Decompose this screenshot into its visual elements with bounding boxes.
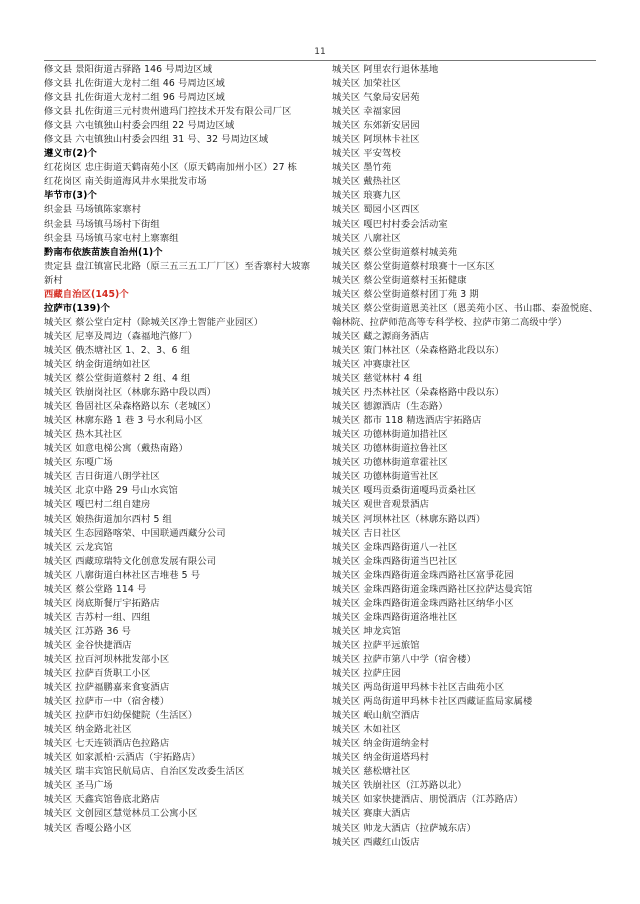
list-item: 城关区 蔡公堂街道恩美社区（恩美苑小区、书山郡、泰盈悦庭、翰林院、拉萨师范高等专科学校、拉萨市第二高级中学）: [332, 302, 599, 328]
list-item: 城关区 纳金街道纳如社区: [44, 358, 151, 370]
list-item: 贵定县 盘江镇富民北路（原三五三五工厂厂区）至香寨村大坡寨新村: [44, 260, 311, 286]
list-item: 城关区 金珠西路街道金珠西路社区纳华小区: [332, 597, 514, 609]
list-item: 城关区 冲赛康社区: [332, 358, 411, 370]
list-item: 红花岗区 忠庄街道天鹤南苑小区（原天鹤南加州小区）27 栋: [44, 162, 298, 174]
list-item: 城关区 生态园路喀荣、中国联通西藏分公司: [44, 527, 226, 539]
list-item: 城关区 东郊新安居园: [332, 120, 420, 132]
list-item: 城关区 蔡公堂街道蔡村玉拓健康: [332, 274, 467, 286]
list-item: 城关区 木如社区: [332, 724, 401, 736]
list-item: 城关区 如家快捷酒店、朋悦酒店（江苏路店）: [332, 794, 523, 806]
list-item: 修文县 扎佐街道大龙村二组 96 号周边区域: [44, 92, 225, 104]
list-item: 城关区 拉萨庄园: [332, 668, 401, 680]
list-item: 城关区 嘎玛贡桑街道嘎玛贡桑社区: [332, 485, 477, 497]
list-item: 城关区 拉萨福鹏嘉来食宴酒店: [44, 682, 170, 694]
list-item: 城关区 金谷快捷酒店: [44, 639, 132, 651]
list-item: 城关区 俄杰塘社区 1、2、3、6 组: [44, 344, 190, 356]
list-item: 织金县 马场镇陈家寨村: [44, 204, 142, 216]
list-item: 城关区 慈松塘社区: [332, 766, 411, 778]
list-item: 城关区 蜀园小区西区: [332, 204, 420, 216]
list-item: 城关区 香嘎公路小区: [44, 822, 132, 834]
list-item: 城关区 娘热街道加尔西村 5 组: [44, 513, 172, 525]
list-item: 城关区 吉苏村一组、四组: [44, 611, 151, 623]
list-item: 城关区 加荣社区: [332, 78, 401, 90]
section-heading: 西藏自治区(145)个: [44, 288, 129, 300]
section-heading: 黔南布依族苗族自治州(1)个: [44, 246, 163, 258]
list-item: 城关区 岗底斯餐厅宇拓路店: [44, 597, 160, 609]
list-item: 城关区 西藏琼瑞特文化创意发展有限公司: [44, 555, 217, 567]
list-item: 城关区 平安驾校: [332, 148, 401, 160]
list-item: 城关区 赛康大酒店: [332, 808, 411, 820]
list-item: 城关区 拉萨百货职工小区: [44, 668, 151, 680]
list-item: 城关区 金珠西路街道金珠西路社区拉萨达曼宾馆: [332, 583, 533, 595]
list-item: 城关区 如家派柏·云酒店（宇拓路店）: [44, 752, 201, 764]
list-item: 城关区 金珠西路街道洛堆社区: [332, 611, 458, 623]
list-item: 城关区 云龙宾馆: [44, 541, 113, 553]
list-item: 城关区 幸福家园: [332, 106, 401, 118]
list-item: 城关区 琅赛九区: [332, 190, 401, 202]
list-item: 城关区 两岛街道甲玛林卡社区西藏证监局家属楼: [332, 696, 533, 708]
list-item: 城关区 功德林街道拉鲁社区: [332, 443, 448, 455]
list-item: 城关区 蔡公堂街道蔡村琅赛十一区东区: [332, 260, 495, 272]
list-item: 城关区 德源酒店（生态路）: [332, 401, 448, 413]
list-item: 城关区 金珠西路街道当巴社区: [332, 555, 458, 567]
list-item: 城关区 拉萨市一中（宿舍楼）: [44, 696, 170, 708]
list-item: 修文县 扎佐街道三元村贵州遗玛门控技术开发有限公司厂区: [44, 106, 292, 118]
list-item: 城关区 纳金路北社区: [44, 724, 132, 736]
list-item: 城关区 嘎巴村村委会活动室: [332, 218, 448, 230]
list-item: 城关区 北京中路 29 号山水宾馆: [44, 485, 178, 497]
list-item: 城关区 坤龙宾馆: [332, 625, 401, 637]
list-item: 城关区 拉百河坝林批发部小区: [44, 653, 170, 665]
list-item: 城关区 阿坝林卡社区: [332, 134, 420, 146]
list-item: 城关区 墨竹苑: [332, 162, 392, 174]
list-item: 城关区 林廓东路 1 巷 3 号水利局小区: [44, 415, 203, 427]
list-item: 城关区 如意电梯公寓（戴热南路）: [44, 443, 189, 455]
left-column: [44, 63, 312, 836]
list-item: 修文县 扎佐街道大龙村二组 46 号周边区域: [44, 78, 225, 90]
list-item: 城关区 吉日街道八朗学社区: [44, 471, 160, 483]
list-item: 城关区 两岛街道甲玛林卡社区吉曲苑小区: [332, 682, 505, 694]
list-item: 城关区 都市 118 精选酒店宇拓路店: [332, 415, 482, 427]
list-item: 城关区 江苏路 36 号: [44, 625, 131, 637]
list-item: 城关区 天鑫宾馆鲁底北路店: [44, 794, 160, 806]
list-item: 城关区 纳金街道纳金村: [332, 738, 430, 750]
list-item: 红花岗区 南关街道海风井水果批发市场: [44, 176, 207, 188]
list-item: 城关区 阿里农行退休基地: [332, 64, 439, 75]
list-item: 城关区 嘎巴村二组自建房: [44, 499, 151, 511]
list-item: 城关区 拉萨市妇幼保健院（生活区）: [44, 710, 198, 722]
list-item: 城关区 观世音观景酒店: [332, 499, 430, 511]
list-item: 城关区 铁崩岗社区（林廓东路中段以西）: [44, 387, 217, 399]
list-item: 城关区 藏之源商务酒店: [332, 330, 430, 342]
list-item: 城关区 铁崩社区（江苏路以北）: [332, 780, 467, 792]
header-rule: [44, 60, 596, 61]
section-heading: 拉萨市(139)个: [44, 302, 110, 314]
list-item: 城关区 功德林街道章霍社区: [332, 457, 448, 469]
list-item: 城关区 蔡公堂街道蔡村城美苑: [332, 246, 458, 258]
list-item: 城关区 气象局安居苑: [332, 92, 420, 104]
list-item: 城关区 功德林街道加措社区: [332, 429, 448, 441]
list-item: 城关区 河坝林社区（林廓东路以西）: [332, 513, 486, 525]
list-item: 城关区 八廓街道白林社区吉堆巷 5 号: [44, 569, 201, 581]
list-item: 城关区 八廓社区: [332, 232, 401, 244]
list-item: 城关区 慈觉林村 4 组: [332, 373, 423, 385]
list-item: 城关区 蔡公堂街道蔡村 2 组、4 组: [44, 373, 191, 385]
list-item: 城关区 帅龙大酒店（拉萨城东店）: [332, 822, 477, 834]
right-column: [332, 63, 602, 850]
list-item: 城关区 七天连锁酒店色拉路店: [44, 738, 170, 750]
list-item: 修文县 六屯镇独山村委会四组 22 号周边区域: [44, 120, 235, 132]
list-item: 城关区 丹杰林社区（朵森格路中段以东）: [332, 387, 505, 399]
list-item: 城关区 戴热社区: [332, 176, 401, 188]
list-item: 城关区 拉萨市第八中学（宿舍楼）: [332, 653, 477, 665]
list-item: 城关区 尼辜及周边（森福地汽修厂）: [44, 330, 198, 342]
list-item: 城关区 蔡公堂街道蔡村团丁苑 3 期: [332, 288, 479, 300]
list-item: 城关区 金珠西路街道八一社区: [332, 541, 458, 553]
section-heading: 遵义市(2)个: [44, 148, 97, 160]
list-item: 城关区 蔡公堂白定村（除城关区净土智能产业园区）: [44, 316, 264, 328]
list-item: 城关区 策门林社区（朵森格路北段以东）: [332, 344, 505, 356]
list-item: 城关区 吉日社区: [332, 527, 401, 539]
list-item: 修文县 六屯镇独山村委会四组 31 号、32 号周边区域: [44, 134, 269, 146]
list-item: 城关区 拉萨平远旅馆: [332, 639, 420, 651]
section-heading: 毕节市(3)个: [44, 190, 97, 202]
page-number: 11: [314, 47, 326, 57]
list-item: 织金县 马场镇马家屯村上寨寨组: [44, 232, 179, 244]
list-item: 织金县 马场镇马场村下街组: [44, 218, 160, 230]
list-item: 城关区 文创园区慧觉林员工公寓小区: [44, 808, 198, 820]
list-item: 城关区 纳金街道塔玛村: [332, 752, 430, 764]
list-item: 城关区 西藏红山饭店: [332, 836, 420, 848]
list-item: 城关区 蔡公堂路 114 号: [44, 583, 147, 595]
list-item: 城关区 功德林街道雪社区: [332, 471, 439, 483]
list-item: 城关区 鲁固社区朵森格路以东（老城区）: [44, 401, 217, 413]
list-item: 修文县 景阳街道古驿路 146 号周边区域: [44, 64, 213, 75]
list-item: 城关区 热木其社区: [44, 429, 123, 441]
list-item: 城关区 圣马广场: [44, 780, 113, 792]
list-item: 城关区 瑞丰宾馆民航局店、自治区发改委生活区: [44, 766, 245, 778]
list-item: 城关区 东嘎广场: [44, 457, 113, 469]
list-item: 城关区 岷山航空酒店: [332, 710, 420, 722]
list-item: 城关区 金珠西路街道金珠西路社区富爭花园: [332, 569, 514, 581]
